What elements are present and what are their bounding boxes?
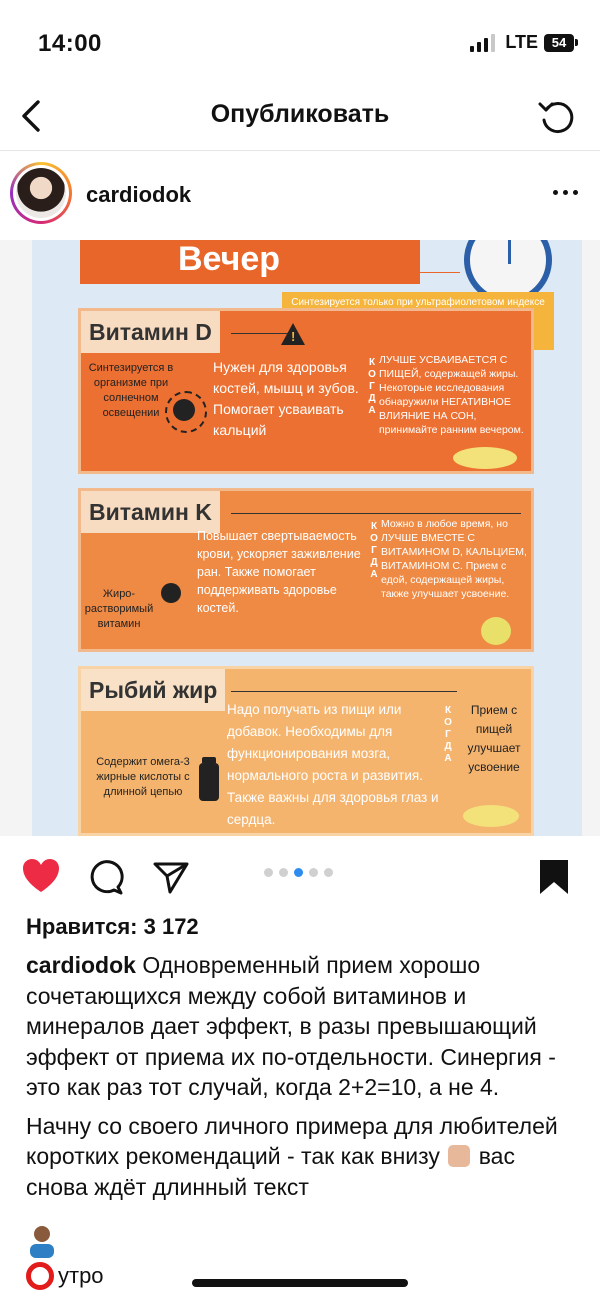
refresh-icon[interactable] — [536, 96, 576, 136]
fruit-icon — [481, 617, 511, 645]
post-actions — [0, 846, 600, 906]
status-bar — [0, 0, 600, 86]
card-when-text: ЛУЧШЕ УСВАИВАЕТСЯ С ПИЩЕЙ, содержащей жиры. Некоторые исследования обнаружили НЕГАТИВНОЕ ВЛИЯНИЕ НА СОН, принимайте ранним вечером. — [379, 354, 524, 436]
card-title: Витамин D — [81, 311, 220, 353]
card-side-text: Жиро-растворимый витамин — [84, 588, 154, 630]
more-options-icon[interactable] — [553, 190, 578, 195]
card-side-text: Синтезируется в организме при солнечном освещении — [88, 362, 174, 419]
infographic — [32, 240, 582, 836]
sun-icon — [173, 399, 195, 421]
supplement-bottle-icon — [199, 763, 219, 801]
warning-icon — [281, 323, 305, 345]
avatar-photo — [16, 168, 66, 218]
card-main-text: Повышает свертываемость крови, ускоряет заживление ран. Также помогает поддерживать здоровье костей. — [197, 529, 361, 615]
pager-dot — [309, 868, 318, 877]
home-indicator[interactable] — [192, 1279, 408, 1287]
capsule-icon — [161, 583, 181, 603]
card-fish-oil — [78, 666, 534, 836]
pointing-down-icon — [448, 1145, 470, 1167]
section-title: Вечер — [80, 240, 420, 284]
caption-paragraph-2-start: Начну со своего личного примера для любителей коротких рекомендаций - так как внизу — [26, 1112, 558, 1169]
uv-note: Синтезируется только при ультрафиолетовом индексе — [282, 292, 554, 350]
page-title: Опубликовать — [210, 100, 390, 128]
pager-dot — [264, 868, 273, 877]
comment-icon[interactable] — [86, 858, 124, 896]
likes-count[interactable]: Нравится: 3 172 — [26, 914, 199, 939]
card-when-text: Прием с пищей улучшает усвоение — [467, 703, 521, 774]
morning-label: утро — [58, 1263, 104, 1288]
battery-icon — [544, 34, 578, 52]
card-when-text: Можно в любое время, но ЛУЧШЕ ВМЕСТЕ С ВИТАМИНОМ D, КАЛЬЦИЕМ, ВИТАМИНОМ С. Прием с едой, содержащей жиры, также улучшает усвоение. — [381, 518, 527, 600]
share-icon[interactable] — [152, 858, 190, 896]
caption-username[interactable]: cardiodok — [26, 952, 136, 978]
card-main-text: Надо получать из пищи или добавок. Необходимы для функционирования мозга, нормального роста и развития. Также важны для здоровья глаз и сердца. — [227, 702, 439, 827]
status-time: 14:00 — [38, 30, 102, 57]
post-author-row — [0, 160, 600, 230]
red-circle-icon — [26, 1262, 54, 1290]
avatar[interactable] — [10, 162, 72, 224]
battery-level: 54 — [544, 34, 574, 52]
kogda-label: К О Г Д А — [370, 521, 378, 580]
author-username[interactable]: cardiodok — [86, 182, 192, 207]
kogda-label: К О Г Д А — [444, 705, 452, 764]
post-image[interactable] — [0, 240, 600, 836]
kogda-label: К О Г Д А — [368, 357, 376, 416]
card-title: Витамин K — [81, 491, 220, 533]
food-plate-icon — [453, 447, 517, 469]
status-indicators — [470, 32, 578, 53]
card-main-text: Нужен для здоровья костей, мышц и зубов. Помогает усваивать кальций — [213, 359, 359, 438]
caption-paragraph-1: Одновременный прием хорошо сочетающихся между собой витаминов и минералов дает эффект, в разы превышающий эффект от приема их по-отдельности. Синергия - это как раз тот случай, когда 2+2=10, а не 4. — [26, 952, 556, 1100]
food-plate-icon — [463, 805, 519, 827]
pager-dot — [279, 868, 288, 877]
bookmark-icon[interactable] — [538, 858, 570, 896]
morning-line — [26, 1262, 104, 1290]
caption-paragraph-2-end: вас снова ждёт длинный текст — [26, 1143, 515, 1200]
card-vitamin-k — [78, 488, 534, 652]
header-divider — [0, 150, 600, 151]
pager-dot-active — [294, 868, 303, 877]
post-caption — [26, 950, 578, 1202]
card-side-text: Содержит омега-3 жирные кислоты с длинной цепью — [96, 756, 190, 798]
pager-dot — [324, 868, 333, 877]
top-bar — [0, 86, 600, 148]
card-title: Рыбий жир — [81, 669, 225, 711]
network-label: LTE — [505, 32, 538, 52]
person-emoji-icon — [26, 1224, 58, 1258]
card-vitamin-d — [78, 308, 534, 474]
carousel-pager — [264, 868, 333, 877]
signal-icon — [470, 34, 495, 52]
heart-icon[interactable] — [22, 858, 60, 894]
